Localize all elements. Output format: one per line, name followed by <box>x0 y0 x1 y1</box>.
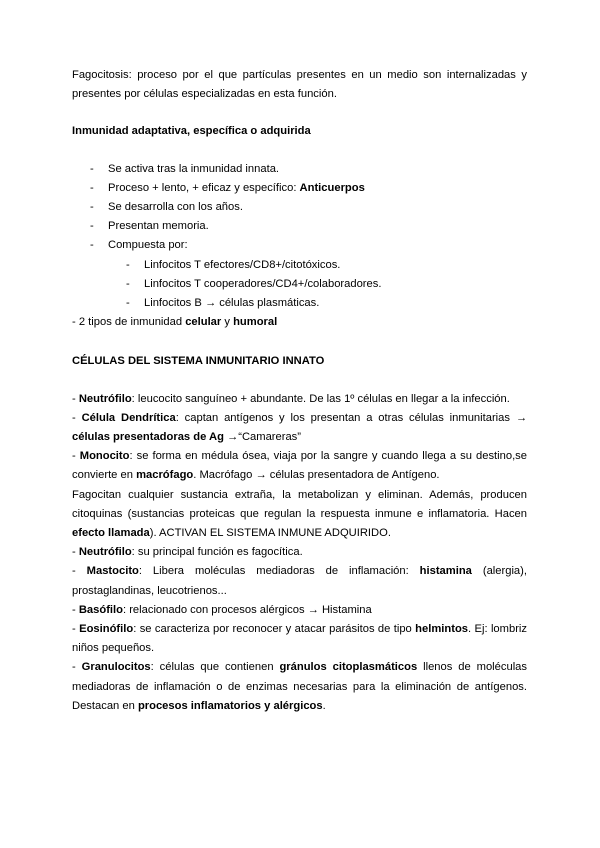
document-page <box>72 66 527 716</box>
list-item: - Compuesta por: <box>90 239 188 252</box>
list-item: - Se activa tras la inmunidad innata. <box>90 162 280 175</box>
intro-paragraph: Fagocitosis: proceso por el que partículas presentes en un medio son internalizadas y presentes por células especializadas en esta función. <box>72 69 527 101</box>
list-item: - Presentan memoria. <box>90 220 209 233</box>
adaptive-heading: Inmunidad adaptativa, específica o adquirida <box>72 125 311 138</box>
sub-list-item: - Linfocitos B → células plasmáticas. <box>126 297 320 310</box>
innate-heading: CÉLULAS DEL SISTEMA INMUNITARIO INNATO <box>72 355 325 368</box>
list-item: - Proceso + lento, + eficaz y específico: Anticuerpos <box>90 181 365 194</box>
list-item: - Se desarrolla con los años. <box>90 201 243 214</box>
immunity-types-line: - 2 tipos de inmunidad celular y humoral <box>72 316 278 329</box>
neutrofilo-entry: - Neutrófilo: leucocito sanguíneo + abundante. De las 1º células en llegar a la infección. <box>72 392 510 405</box>
adaptive-list <box>72 160 527 314</box>
monocito-entry: - Monocito: se forma en médula ósea, viaja por la sangre y cuando llega a su destino,se convierte en macrófago. Macrófago → células presentadora de Antígeno. <box>72 450 527 482</box>
neutrofilo-entry-2: - Neutrófilo: su principal función es fagocítica. <box>72 546 303 559</box>
eosinofilo-entry: - Eosinófilo: se caracteriza por reconocer y atacar parásitos de tipo helmintos. Ej: lombriz niños pequeños. <box>72 623 528 655</box>
basofilo-entry: - Basófilo: relacionado con procesos alérgicos → Histamina <box>72 603 372 616</box>
sub-list-item: - Linfocitos T cooperadores/CD4+/colaboradores. <box>126 277 382 290</box>
granulocitos-entry: - Granulocitos: células que contienen gránulos citoplasmáticos llenos de moléculas mediadoras de inflamación o de enzimas necesarias para la eliminación de antígenos. Destacan en procesos inflamatorios y alérgicos. <box>72 661 527 712</box>
fagocitan-paragraph: Fagocitan cualquier sustancia extraña, la metabolizan y eliminan. Además, producen citoquinas (sustancias proteicas que regulan la respuesta inmune e inflamatoria. Hacen efecto llamada). ACTIVAN EL SISTEMA INMUNE ADQUIRIDO. <box>72 488 527 540</box>
dendritica-entry: - Célula Dendrítica: captan antígenos y los presentan a otras células inmunitarias → células presentadoras de Ag →“Camareras” <box>72 411 528 444</box>
sub-list-item: - Linfocitos T efectores/CD8+/citotóxicos. <box>126 258 341 271</box>
mastocito-entry: - Mastocito: Libera moléculas mediadoras de inflamación: histamina (alergia), prostaglandinas, leucotrienos... <box>72 565 527 597</box>
